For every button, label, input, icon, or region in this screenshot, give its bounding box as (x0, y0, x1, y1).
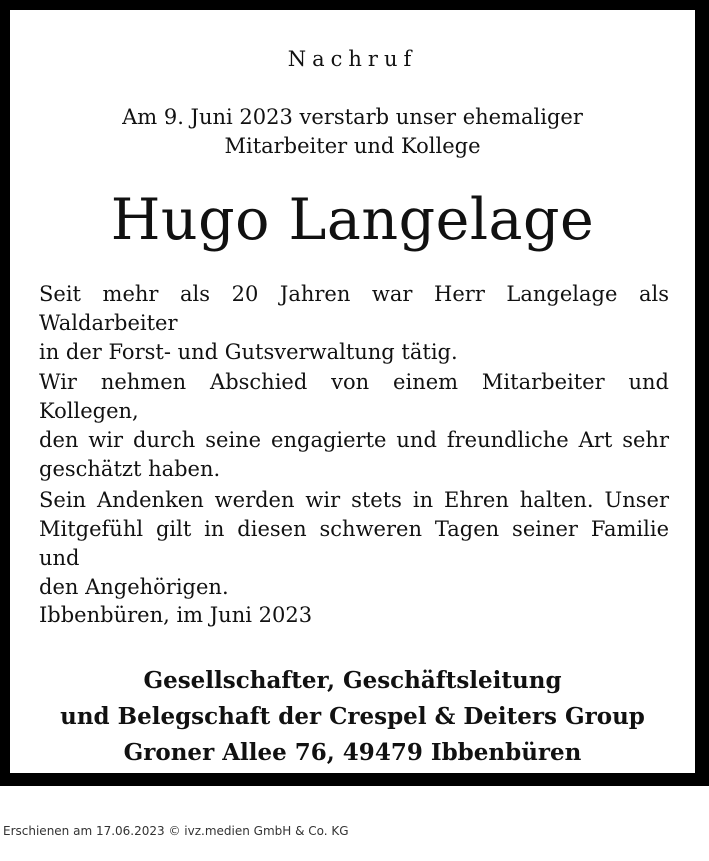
notice-panel (10, 10, 695, 773)
place-date (39, 601, 669, 630)
publication-footer: Erschienen am 17.06.2023 © ivz.medien GmbH & Co. KG (3, 824, 349, 838)
paragraph-line: geschätzt haben. (39, 457, 221, 481)
signoff-line: Gesellschafter, Geschäftsleitung (143, 667, 562, 694)
paragraph-line: Sein Andenken werden wir stets in Ehren halten. Unser (39, 488, 669, 512)
paragraph-tenure (39, 280, 669, 367)
notice-heading: Nachruf (287, 47, 418, 71)
intro-text (10, 103, 695, 161)
paragraph-line: Mitgefühl gilt in diesen schweren Tagen seiner Familie und (39, 517, 669, 570)
paragraph-farewell (39, 368, 669, 484)
deceased-name: Hugo Langelage (110, 187, 595, 253)
paragraph-line: den Angehörigen. (39, 575, 229, 599)
paragraph-condolence (39, 486, 669, 602)
intro-line: Am 9. Juni 2023 verstarb unser ehemaliger (122, 105, 583, 129)
paragraph-line: Ibbenbüren, im Juni 2023 (39, 603, 313, 627)
signoff-block (10, 663, 695, 771)
signoff-line: Groner Allee 76, 49479 Ibbenbüren (123, 739, 582, 766)
paragraph-line: in der Forst- und Gutsverwaltung tätig. (39, 340, 458, 364)
intro-line: Mitarbeiter und Kollege (224, 134, 481, 158)
paragraph-line: Seit mehr als 20 Jahren war Herr Langelage als Waldarbeiter (39, 282, 669, 335)
paragraph-line: den wir durch seine engagierte und freundliche Art sehr (39, 428, 669, 452)
signoff-line: und Belegschaft der Crespel & Deiters Group (60, 703, 645, 730)
paragraph-line: Wir nehmen Abschied von einem Mitarbeiter und Kollegen, (39, 370, 669, 423)
